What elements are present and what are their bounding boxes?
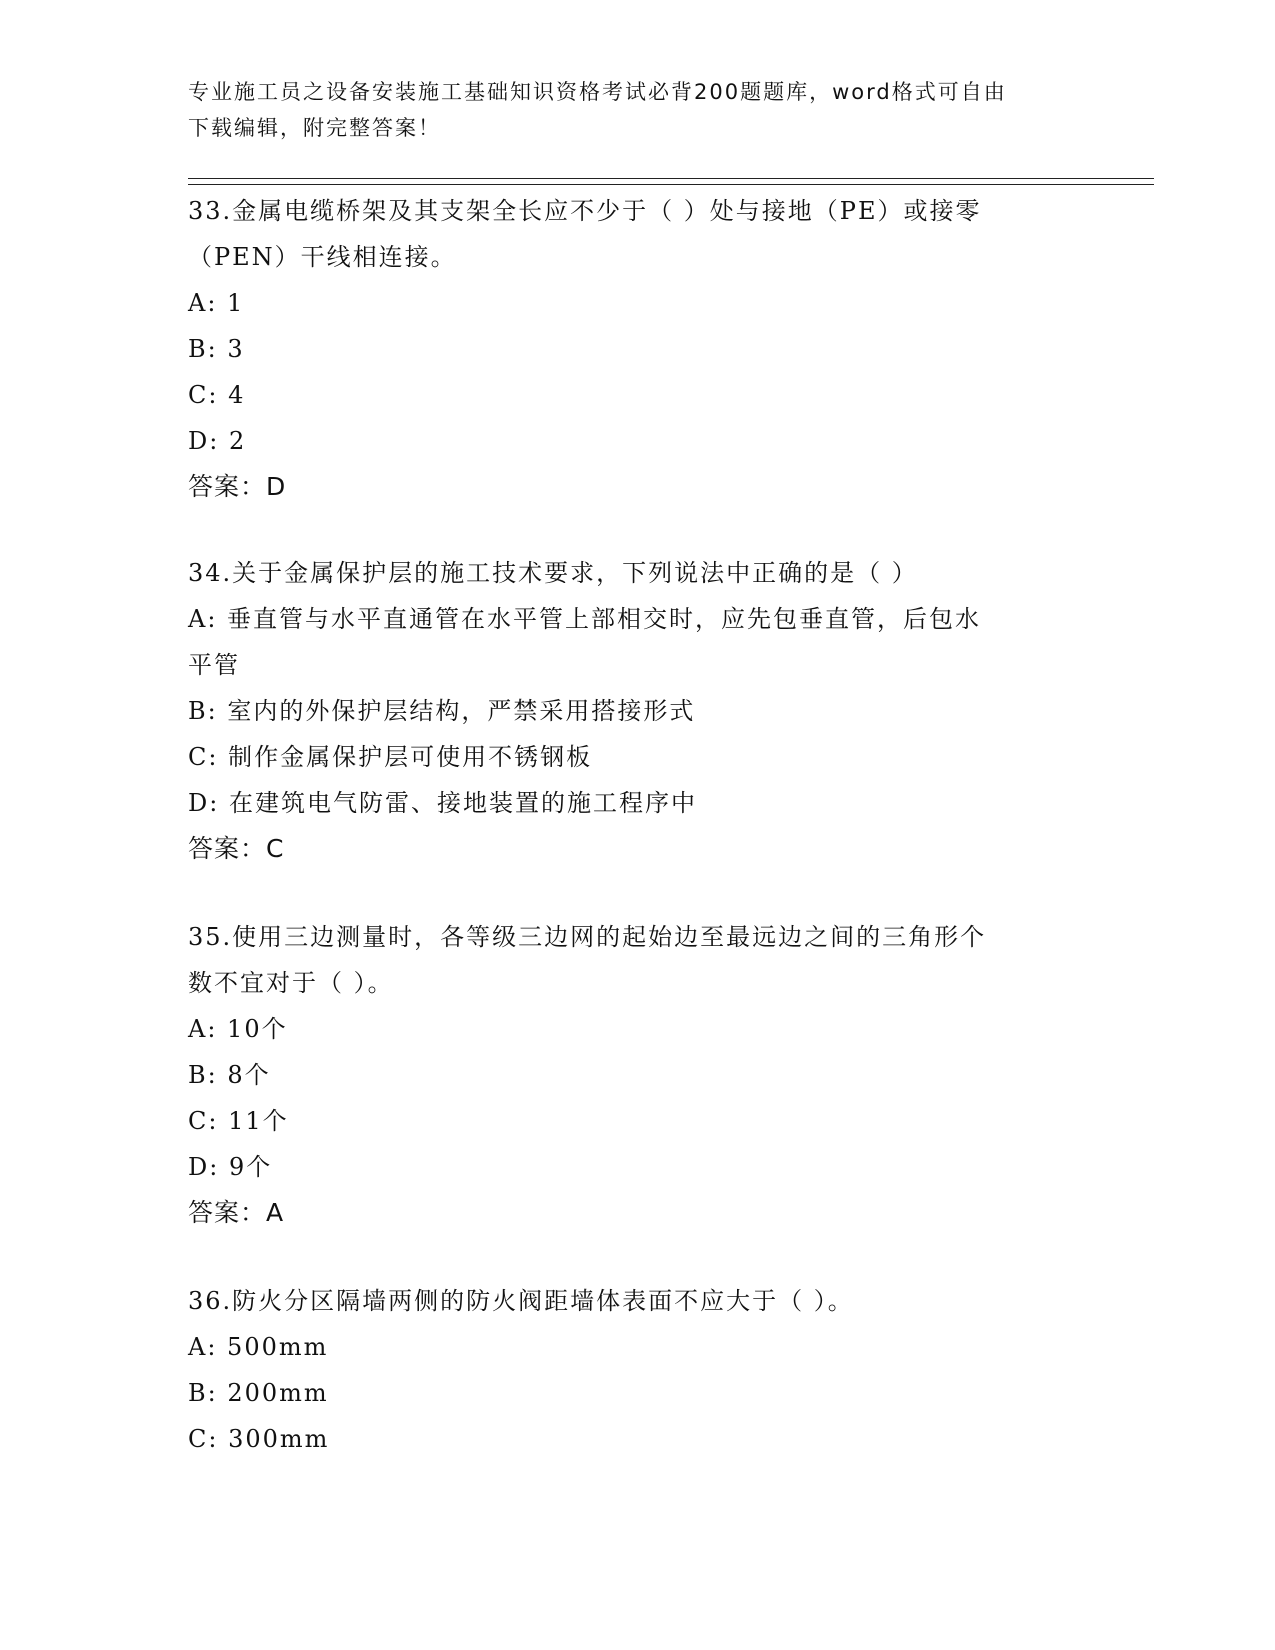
option-c: C: 制作金属保护层可使用不锈钢板	[188, 743, 593, 771]
option-b: B: 8个	[188, 1061, 271, 1089]
header-divider-top	[188, 178, 1154, 179]
header-divider-bottom	[188, 184, 1154, 185]
option-c: C: 11个	[188, 1107, 289, 1135]
option-b: B: 200mm	[188, 1379, 329, 1407]
question-stem: 33.金属电缆桥架及其支架全长应不少于（ ）处与接地（PE）或接零	[188, 197, 982, 225]
question-stem: 34.关于金属保护层的施工技术要求，下列说法中正确的是（ ）	[188, 559, 918, 587]
option-d: D: 在建筑电气防雷、接地装置的施工程序中	[188, 789, 697, 817]
question-34	[188, 550, 1088, 872]
header-line-2: 下载编辑，附完整答案！	[188, 116, 441, 140]
option-a: A: 10个	[188, 1015, 288, 1043]
option-a: A: 500mm	[188, 1333, 329, 1361]
option-d: D: 2	[188, 427, 247, 455]
question-35	[188, 914, 1088, 1236]
question-stem: 36.防火分区隔墙两侧的防火阀距墙体表面不应大于（ ）。	[188, 1287, 854, 1315]
option-a: A: 垂直管与水平直通管在水平管上部相交时，应先包垂直管，后包水	[188, 605, 982, 633]
question-33	[188, 188, 1088, 510]
question-stem-continued: 数不宜对于（ ）。	[188, 969, 394, 997]
option-b: B: 室内的外保护层结构，严禁采用搭接形式	[188, 697, 696, 725]
option-a: A: 1	[188, 289, 245, 317]
answer: 答案：A	[188, 1198, 285, 1227]
option-c: C: 4	[188, 381, 246, 409]
option-c: C: 300mm	[188, 1425, 330, 1453]
option-a-continued: 平管	[188, 651, 240, 679]
document-header	[188, 74, 1088, 146]
question-36	[188, 1278, 1088, 1462]
question-stem-continued: （PEN）干线相连接。	[188, 243, 457, 271]
question-stem: 35.使用三边测量时，各等级三边网的起始边至最远边之间的三角形个	[188, 923, 987, 951]
option-d: D: 9个	[188, 1153, 273, 1181]
answer: 答案：C	[188, 834, 285, 863]
option-b: B: 3	[188, 335, 245, 363]
header-line-1: 专业施工员之设备安装施工基础知识资格考试必背200题题库，word格式可自由	[188, 80, 1007, 104]
answer: 答案：D	[188, 472, 287, 501]
